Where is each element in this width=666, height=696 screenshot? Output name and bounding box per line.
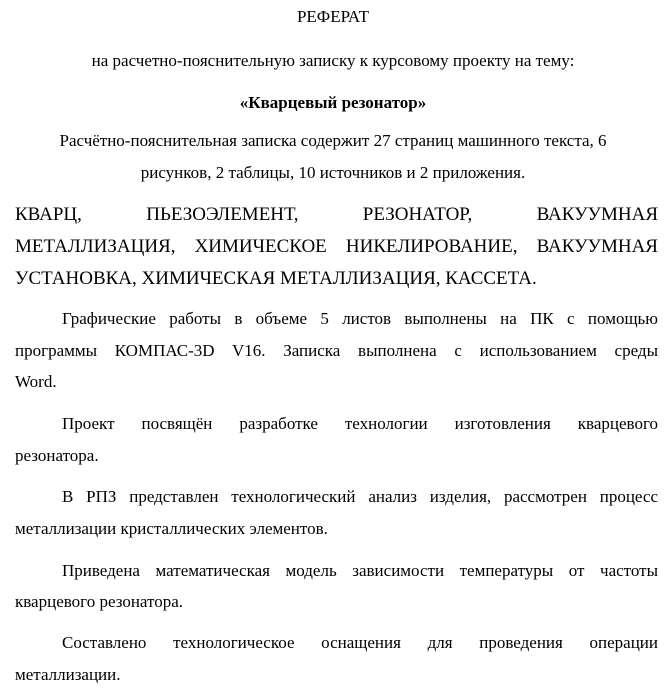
paragraph-2-line-2: резонатора. (15, 446, 99, 465)
keywords-line-3: УСТАНОВКА, ХИМИЧЕСКАЯ МЕТАЛЛИЗАЦИЯ, КАССЕТА. (15, 268, 537, 289)
document-title: РЕФЕРАТ (296, 7, 370, 26)
paragraph-1-line-1: Графические работы в объеме 5 листов выполнены на ПК с помощью (62, 309, 658, 328)
paragraph-4-line-2: кварцевого резонатора. (15, 592, 184, 611)
document-topic: «Кварцевый резонатор» (239, 93, 427, 112)
paragraph-2-line-1: Проект посвящён разработке технологии изготовления кварцевого (62, 414, 658, 433)
paragraph-3-line-2: металлизации кристаллических элементов. (15, 519, 328, 538)
paragraph-3-line-1: В РПЗ представлен технологический анализ изделия, рассмотрен процесс (62, 487, 658, 506)
paragraph-5-line-1: Составлено технологическое оснащения для проведения операции (62, 633, 658, 652)
summary-line-2: рисунков, 2 таблицы, 10 источников и 2 приложения. (140, 163, 526, 182)
keywords-line-2: МЕТАЛЛИЗАЦИЯ, ХИМИЧЕСКОЕ НИКЕЛИРОВАНИЕ, ВАКУУМНАЯ (15, 236, 658, 257)
paragraph-1-line-3: Word. (15, 372, 57, 391)
keywords-line-1: КВАРЦ, ПЬЕЗОЭЛЕМЕНТ, РЕЗОНАТОР, ВАКУУМНАЯ (15, 204, 658, 225)
paragraph-5-line-2: металлизации. (15, 665, 121, 684)
summary-line-1: Расчётно-пояснительная записка содержит 27 страниц машинного текста, 6 (59, 131, 607, 150)
paragraph-4-line-1: Приведена математическая модель зависимости температуры от частоты (62, 561, 658, 580)
document-subtitle: на расчетно-пояснительную записку к курсовому проекту на тему: (91, 51, 575, 70)
paragraph-1-line-2: программы КОМПАС-3D V16. Записка выполнена с использованием среды (15, 341, 658, 360)
